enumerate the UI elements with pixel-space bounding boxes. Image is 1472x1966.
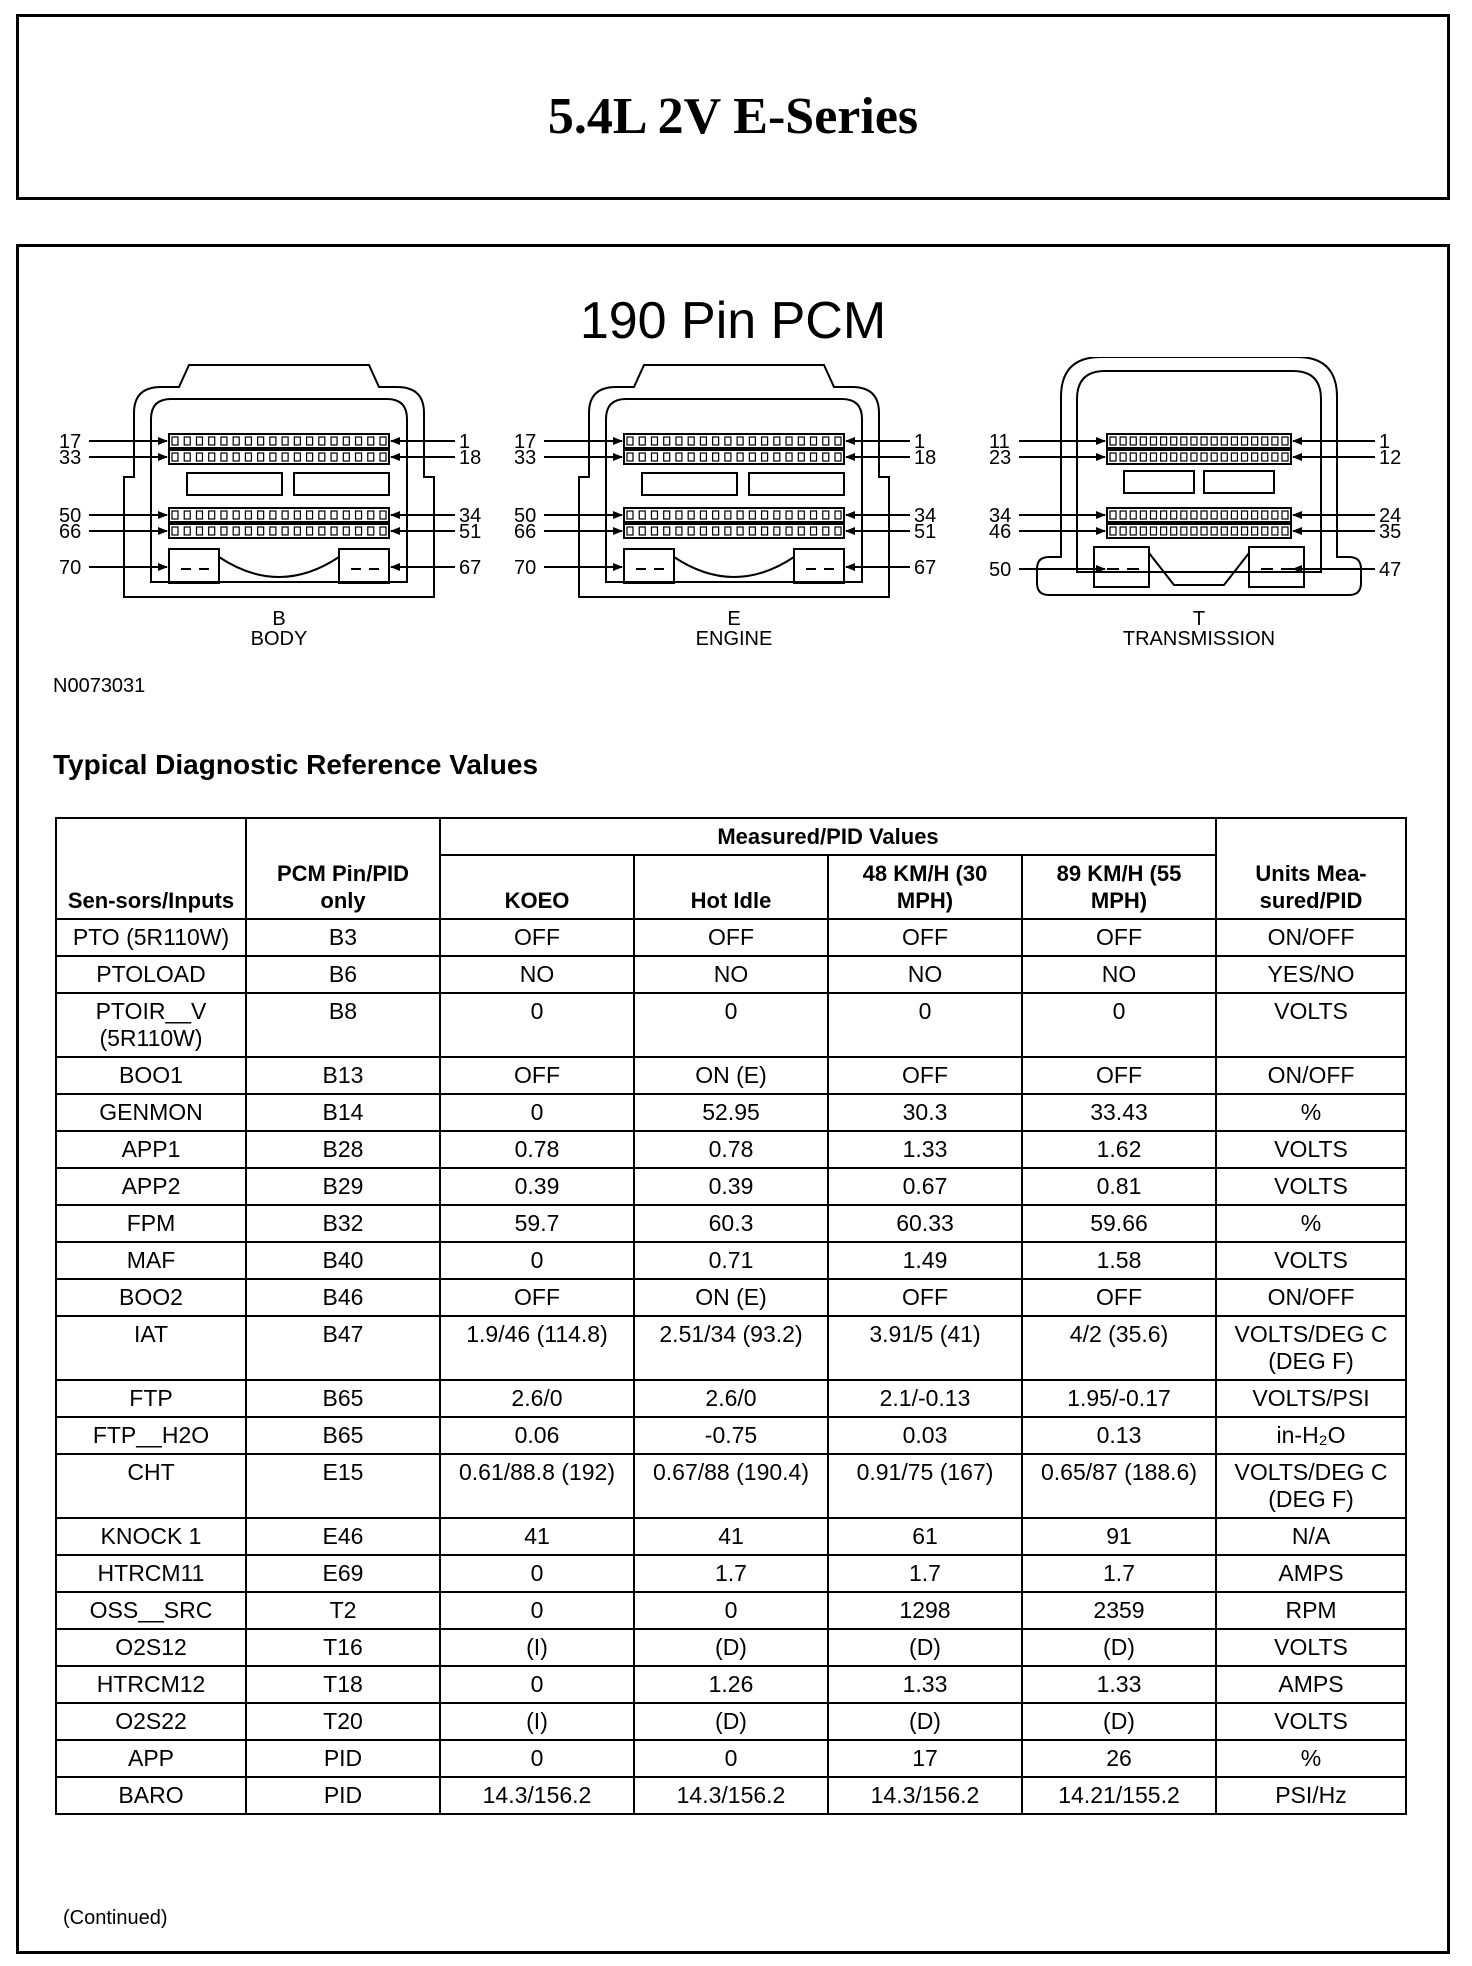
units-cell: VOLTS [1216, 1242, 1406, 1279]
55mph-cell: 1.58 [1022, 1242, 1216, 1279]
30mph-cell: NO [828, 956, 1022, 993]
hot-idle-cell: 0.78 [634, 1131, 828, 1168]
koeo-cell: 14.3/156.2 [440, 1777, 634, 1814]
table-row [56, 919, 1406, 956]
pin-cell: T18 [246, 1666, 440, 1703]
pin-cell: B8 [246, 993, 440, 1057]
30mph-cell: 3.91/5 (41) [828, 1316, 1022, 1380]
pin-cell: T20 [246, 1703, 440, 1740]
sensor-cell: PTO (5R110W) [56, 919, 246, 956]
pin-label-left: 34 [989, 505, 1012, 527]
table-row [56, 1417, 1406, 1454]
table-row [56, 1454, 1406, 1518]
pin-label-left: 33 [59, 447, 82, 469]
koeo-cell: 0 [440, 1555, 634, 1592]
30mph-cell: OFF [828, 919, 1022, 956]
30mph-cell: 0.03 [828, 1417, 1022, 1454]
units-cell: PSI/Hz [1216, 1777, 1406, 1814]
pin-cell: B14 [246, 1094, 440, 1131]
units-cell: VOLTS [1216, 1168, 1406, 1205]
table-row [56, 1703, 1406, 1740]
pin-label-left: 70 [514, 557, 537, 579]
pin-cell: B28 [246, 1131, 440, 1168]
pin-cell: B32 [246, 1205, 440, 1242]
hot-idle-cell: ON (E) [634, 1057, 828, 1094]
table-row [56, 1592, 1406, 1629]
hot-idle-cell: 60.3 [634, 1205, 828, 1242]
30mph-cell: 60.33 [828, 1205, 1022, 1242]
pin-cell: B65 [246, 1380, 440, 1417]
hot-idle-cell: 0 [634, 1592, 828, 1629]
pin-label-left: 66 [59, 521, 82, 543]
55mph-cell: OFF [1022, 1057, 1216, 1094]
section-title: Typical Diagnostic Reference Values [53, 749, 539, 780]
55mph-cell: 0.81 [1022, 1168, 1216, 1205]
pin-cell: E69 [246, 1555, 440, 1592]
koeo-cell: 0 [440, 1094, 634, 1131]
55mph-cell: 1.7 [1022, 1555, 1216, 1592]
pin-label-right: 67 [914, 557, 937, 579]
table-row [56, 1629, 1406, 1666]
table-row [56, 1131, 1406, 1168]
55mph-cell: 91 [1022, 1518, 1216, 1555]
sensor-cell: O2S22 [56, 1703, 246, 1740]
units-cell: % [1216, 1094, 1406, 1131]
diagram-title: 190 Pin PCM [579, 292, 887, 350]
30mph-cell: 2.1/-0.13 [828, 1380, 1022, 1417]
pin-label-right: 35 [1379, 521, 1402, 543]
sensor-cell: HTRCM11 [56, 1555, 246, 1592]
sensor-cell: FPM [56, 1205, 246, 1242]
55mph-cell: NO [1022, 956, 1216, 993]
pin-label-left: 50 [989, 559, 1012, 581]
hot-idle-cell: (D) [634, 1703, 828, 1740]
pin-label-right: 47 [1379, 559, 1402, 581]
units-cell: RPM [1216, 1592, 1406, 1629]
koeo-cell: (I) [440, 1703, 634, 1740]
sensor-cell: PTOIR__V (5R110W) [56, 993, 246, 1057]
koeo-cell: 59.7 [440, 1205, 634, 1242]
koeo-cell: 0.61/88.8 (192) [440, 1454, 634, 1518]
koeo-cell: OFF [440, 1057, 634, 1094]
units-cell: VOLTS [1216, 1629, 1406, 1666]
30mph-cell: 0.67 [828, 1168, 1022, 1205]
55mph-cell: 1.95/-0.17 [1022, 1380, 1216, 1417]
pin-label-left: 70 [59, 557, 82, 579]
connector-name: BODY [250, 628, 308, 647]
connector-engine [514, 365, 936, 647]
sensor-cell: OSS__SRC [56, 1592, 246, 1629]
hot-idle-cell: 2.51/34 (93.2) [634, 1316, 828, 1380]
table-row [56, 1242, 1406, 1279]
55mph-cell: 1.33 [1022, 1666, 1216, 1703]
pin-label-left: 50 [59, 505, 82, 527]
table-row [56, 1740, 1406, 1777]
connector-letter: B [272, 608, 286, 630]
units-cell: AMPS [1216, 1666, 1406, 1703]
col-header-koeo: KOEO [440, 855, 634, 919]
units-cell: VOLTS/PSI [1216, 1380, 1406, 1417]
hot-idle-cell: 52.95 [634, 1094, 828, 1131]
sensor-cell: PTOLOAD [56, 956, 246, 993]
sensor-cell: CHT [56, 1454, 246, 1518]
units-cell: VOLTS/DEG C (DEG F) [1216, 1316, 1406, 1380]
sensor-cell: HTRCM12 [56, 1666, 246, 1703]
table-row [56, 1518, 1406, 1555]
connector-transmission [989, 357, 1401, 647]
hot-idle-cell: 0.67/88 (190.4) [634, 1454, 828, 1518]
sensor-cell: APP2 [56, 1168, 246, 1205]
55mph-cell: OFF [1022, 1279, 1216, 1316]
table-row [56, 1205, 1406, 1242]
pin-cell: PID [246, 1777, 440, 1814]
30mph-cell: (D) [828, 1629, 1022, 1666]
pin-label-left: 50 [514, 505, 537, 527]
koeo-cell: 0.39 [440, 1168, 634, 1205]
pin-cell: B6 [246, 956, 440, 993]
table-row [56, 1777, 1406, 1814]
pin-label-left: 66 [514, 521, 537, 543]
sensor-cell: KNOCK 1 [56, 1518, 246, 1555]
30mph-cell: 0.91/75 (167) [828, 1454, 1022, 1518]
hot-idle-cell: 0.71 [634, 1242, 828, 1279]
col-header-55mph: 89 KM/H (55 MPH) [1022, 855, 1216, 919]
pin-label-right: 18 [459, 447, 482, 469]
pin-label-left: 46 [989, 521, 1012, 543]
koeo-cell: 41 [440, 1518, 634, 1555]
pin-cell: B29 [246, 1168, 440, 1205]
table-row [56, 1057, 1406, 1094]
col-header-sensors: Sen-sors/Inputs [56, 818, 246, 919]
units-cell: VOLTS [1216, 1131, 1406, 1168]
pin-label-right: 1 [1379, 431, 1391, 453]
sensor-cell: BOO1 [56, 1057, 246, 1094]
55mph-cell: 14.21/155.2 [1022, 1777, 1216, 1814]
55mph-cell: 4/2 (35.6) [1022, 1316, 1216, 1380]
table-row [56, 1666, 1406, 1703]
hot-idle-cell: 14.3/156.2 [634, 1777, 828, 1814]
hot-idle-cell: 0.39 [634, 1168, 828, 1205]
units-cell: YES/NO [1216, 956, 1406, 993]
koeo-cell: 2.6/0 [440, 1380, 634, 1417]
units-cell: VOLTS [1216, 993, 1406, 1057]
30mph-cell: OFF [828, 1057, 1022, 1094]
col-header-30mph: 48 KM/H (30 MPH) [828, 855, 1022, 919]
drawing-id: N0073031 [53, 675, 146, 697]
table-row [56, 956, 1406, 993]
pin-cell: E15 [246, 1454, 440, 1518]
pin-label-right: 1 [459, 431, 471, 453]
table-row [56, 1168, 1406, 1205]
col-header-hot-idle: Hot Idle [634, 855, 828, 919]
units-cell: % [1216, 1205, 1406, 1242]
pin-cell: PID [246, 1740, 440, 1777]
hot-idle-cell: 1.7 [634, 1555, 828, 1592]
koeo-cell: (I) [440, 1629, 634, 1666]
hot-idle-cell: -0.75 [634, 1417, 828, 1454]
30mph-cell: 14.3/156.2 [828, 1777, 1022, 1814]
pin-cell: B40 [246, 1242, 440, 1279]
pin-cell: B47 [246, 1316, 440, 1380]
pin-cell: B65 [246, 1417, 440, 1454]
pin-cell: T2 [246, 1592, 440, 1629]
hot-idle-cell: 0 [634, 993, 828, 1057]
pin-label-right: 24 [1379, 505, 1402, 527]
koeo-cell: 0 [440, 1666, 634, 1703]
pin-cell: B13 [246, 1057, 440, 1094]
pin-label-right: 51 [459, 521, 482, 543]
hot-idle-cell: 41 [634, 1518, 828, 1555]
pin-label-left: 17 [514, 431, 537, 453]
table-row [56, 1555, 1406, 1592]
koeo-cell: 0.78 [440, 1131, 634, 1168]
koeo-cell: 0 [440, 1242, 634, 1279]
30mph-cell: (D) [828, 1703, 1022, 1740]
hot-idle-cell: ON (E) [634, 1279, 828, 1316]
table-body [56, 919, 1406, 1814]
55mph-cell: 1.62 [1022, 1131, 1216, 1168]
koeo-cell: 0.06 [440, 1417, 634, 1454]
pin-label-left: 23 [989, 447, 1012, 469]
units-cell: AMPS [1216, 1555, 1406, 1592]
title-box [16, 14, 1450, 200]
units-cell: VOLTS [1216, 1703, 1406, 1740]
30mph-cell: 17 [828, 1740, 1022, 1777]
sensor-cell: IAT [56, 1316, 246, 1380]
pin-cell: B46 [246, 1279, 440, 1316]
30mph-cell: 1.33 [828, 1666, 1022, 1703]
pin-label-left: 33 [514, 447, 537, 469]
hot-idle-cell: 0 [634, 1740, 828, 1777]
30mph-cell: 1.49 [828, 1242, 1022, 1279]
55mph-cell: 59.66 [1022, 1205, 1216, 1242]
30mph-cell: 30.3 [828, 1094, 1022, 1131]
hot-idle-cell: OFF [634, 919, 828, 956]
sensor-cell: MAF [56, 1242, 246, 1279]
30mph-cell: 61 [828, 1518, 1022, 1555]
sensor-cell: BOO2 [56, 1279, 246, 1316]
sensor-cell: GENMON [56, 1094, 246, 1131]
pin-cell: T16 [246, 1629, 440, 1666]
pin-cell: E46 [246, 1518, 440, 1555]
55mph-cell: OFF [1022, 919, 1216, 956]
pin-label-right: 34 [459, 505, 482, 527]
units-cell: % [1216, 1740, 1406, 1777]
koeo-cell: 0 [440, 1592, 634, 1629]
pcm-connector-diagram [49, 357, 1429, 647]
continued-note: (Continued) [63, 1907, 168, 1929]
col-header-units: Units Mea-sured/PID [1216, 818, 1406, 919]
pin-label-right: 1 [914, 431, 926, 453]
table-row [56, 993, 1406, 1057]
hot-idle-cell: 2.6/0 [634, 1380, 828, 1417]
pin-label-right: 67 [459, 557, 482, 579]
col-header-pcm-pin: PCM Pin/PID only [246, 818, 440, 919]
units-cell: ON/OFF [1216, 919, 1406, 956]
connector-name: ENGINE [695, 628, 773, 647]
pin-cell: B3 [246, 919, 440, 956]
table-row [56, 1316, 1406, 1380]
page-title: 5.4L 2V E-Series [547, 88, 919, 145]
koeo-cell: OFF [440, 1279, 634, 1316]
pin-label-right: 34 [914, 505, 937, 527]
55mph-cell: 0.13 [1022, 1417, 1216, 1454]
connector-letter: T [1192, 608, 1206, 630]
main-content-box [16, 244, 1450, 1954]
55mph-cell: 0 [1022, 993, 1216, 1057]
55mph-cell: (D) [1022, 1703, 1216, 1740]
sensor-cell: BARO [56, 1777, 246, 1814]
55mph-cell: 33.43 [1022, 1094, 1216, 1131]
pin-label-right: 12 [1379, 447, 1402, 469]
connector-name: TRANSMISSION [1122, 628, 1276, 647]
group-header-measured: Measured/PID Values [440, 818, 1216, 855]
55mph-cell: 26 [1022, 1740, 1216, 1777]
koeo-cell: 0 [440, 993, 634, 1057]
units-cell: ON/OFF [1216, 1057, 1406, 1094]
55mph-cell: 0.65/87 (188.6) [1022, 1454, 1216, 1518]
sensor-cell: FTP__H2O [56, 1417, 246, 1454]
pin-label-right: 18 [914, 447, 937, 469]
table-row [56, 1380, 1406, 1417]
table-row [56, 1094, 1406, 1131]
koeo-cell: 1.9/46 (114.8) [440, 1316, 634, 1380]
koeo-cell: 0 [440, 1740, 634, 1777]
koeo-cell: NO [440, 956, 634, 993]
30mph-cell: 1.7 [828, 1555, 1022, 1592]
connector-letter: E [727, 608, 741, 630]
30mph-cell: 1.33 [828, 1131, 1022, 1168]
reference-values-table [55, 817, 1407, 1815]
30mph-cell: OFF [828, 1279, 1022, 1316]
pin-label-right: 51 [914, 521, 937, 543]
hot-idle-cell: 1.26 [634, 1666, 828, 1703]
units-cell: ON/OFF [1216, 1279, 1406, 1316]
55mph-cell: 2359 [1022, 1592, 1216, 1629]
pin-label-left: 17 [59, 431, 82, 453]
koeo-cell: OFF [440, 919, 634, 956]
units-cell: N/A [1216, 1518, 1406, 1555]
pin-label-left: 11 [989, 431, 1010, 453]
hot-idle-cell: NO [634, 956, 828, 993]
table-row [56, 1279, 1406, 1316]
units-cell: VOLTS/DEG C (DEG F) [1216, 1454, 1406, 1518]
sensor-cell: APP [56, 1740, 246, 1777]
sensor-cell: O2S12 [56, 1629, 246, 1666]
hot-idle-cell: (D) [634, 1629, 828, 1666]
connector-body [59, 365, 481, 647]
units-cell: in-H₂O [1216, 1417, 1406, 1454]
30mph-cell: 1298 [828, 1592, 1022, 1629]
sensor-cell: APP1 [56, 1131, 246, 1168]
sensor-cell: FTP [56, 1380, 246, 1417]
55mph-cell: (D) [1022, 1629, 1216, 1666]
30mph-cell: 0 [828, 993, 1022, 1057]
